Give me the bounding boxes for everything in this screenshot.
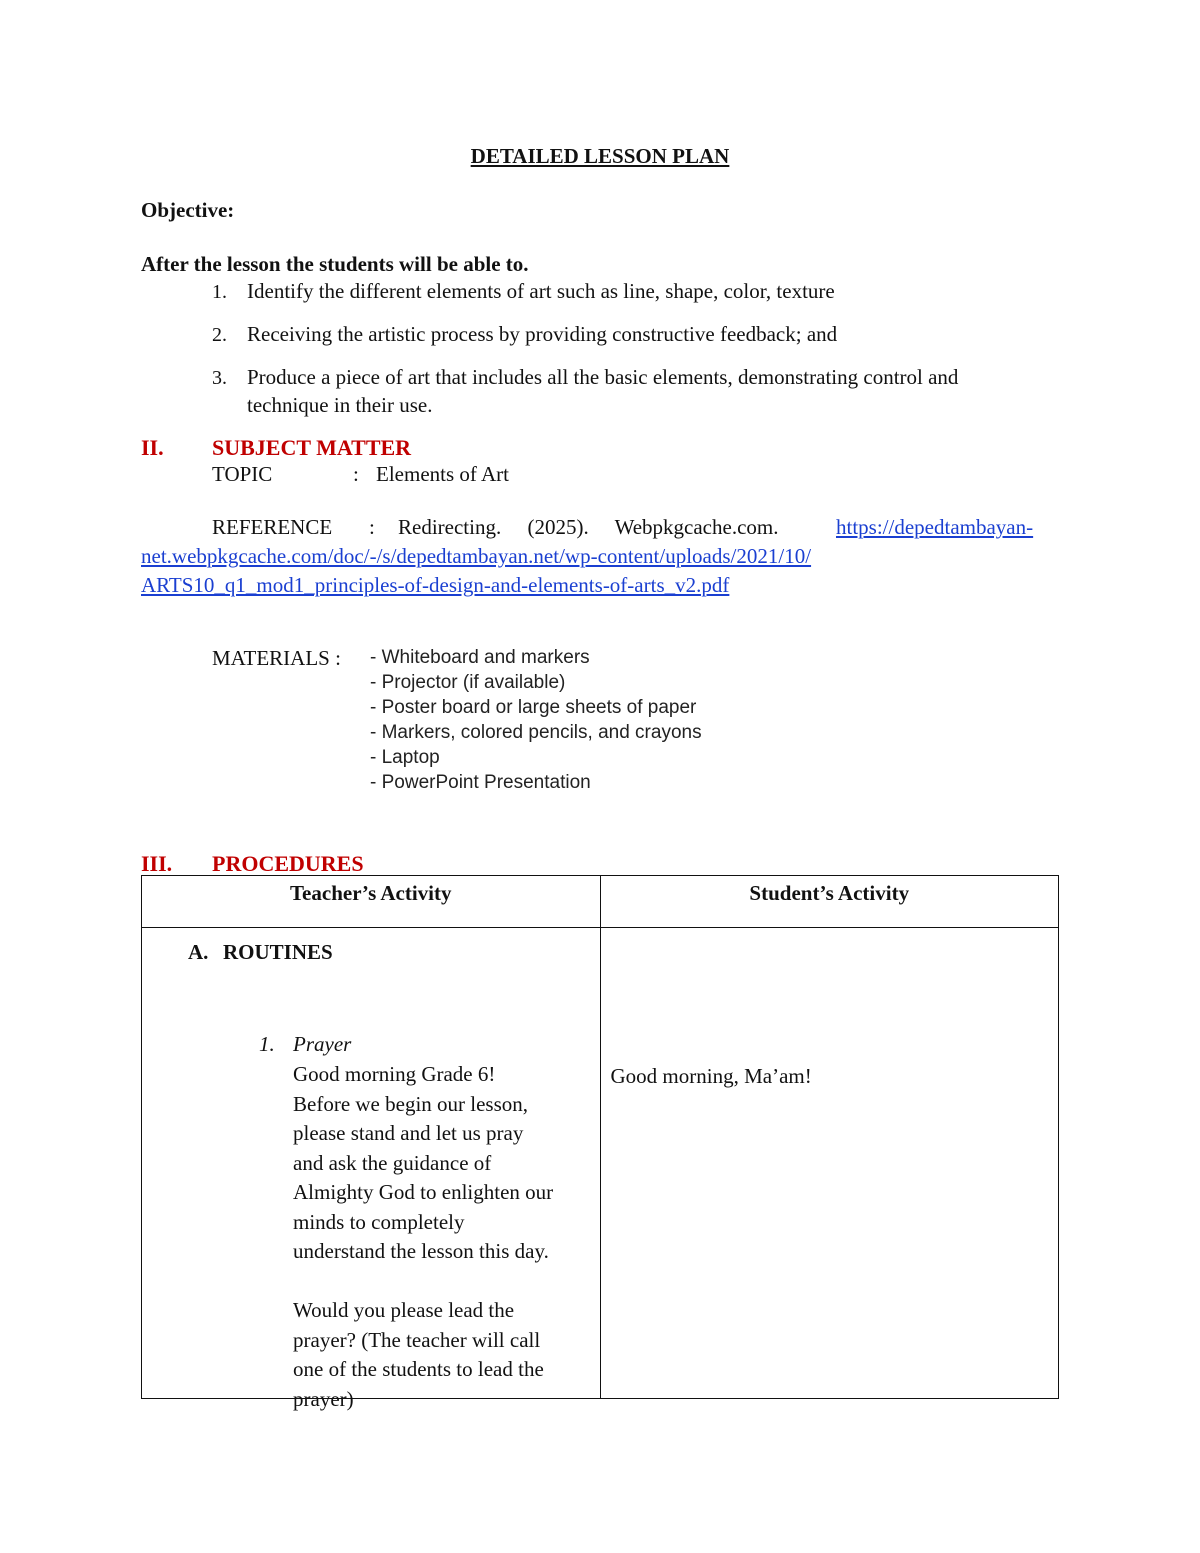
lead-prayer-line: Would you please lead the: [293, 1298, 515, 1322]
objective-item-continued: technique in their use.: [247, 393, 433, 417]
procedures-heading: PROCEDURES: [212, 851, 364, 876]
lead-prayer-line: prayer? (The teacher will call: [293, 1327, 541, 1352]
column-header-student: Student’s Activity: [600, 876, 1059, 928]
reference-link[interactable]: ARTS10_q1_mod1_principles-of-design-and-elements-of-arts_v2.pdf: [141, 573, 730, 597]
prayer-line: Good morning Grade 6!: [293, 1062, 496, 1086]
reference-link[interactable]: https://depedtambayan-: [836, 515, 1034, 539]
prayer-line: understand the lesson this day.: [293, 1239, 549, 1263]
objective-label: Objective:: [141, 198, 235, 222]
materials-label: MATERIALS :: [212, 646, 341, 670]
column-header-teacher: Teacher’s Activity: [142, 876, 601, 928]
routines-label: ROUTINES: [223, 940, 333, 964]
prayer-line: Before we begin our lesson,: [293, 1091, 529, 1116]
material-item: - Projector (if available): [370, 672, 566, 693]
prayer-line: Almighty God to enlighten our: [293, 1180, 554, 1204]
objective-item: Identify the different elements of art such as line, shape, color, texture: [247, 279, 835, 303]
lead-prayer-line: one of the students to lead the: [293, 1357, 544, 1381]
material-item: - Markers, colored pencils, and crayons: [370, 722, 702, 743]
material-item: - Whiteboard and markers: [370, 647, 590, 668]
objective-number: 2.: [212, 324, 227, 346]
subject-matter-numeral: II.: [141, 435, 164, 460]
topic-colon: :: [353, 462, 359, 486]
lead-prayer-line: prayer): [293, 1386, 354, 1411]
objective-intro: After the lesson the students will be able to.: [141, 252, 529, 276]
teacher-activity-cell: [142, 928, 601, 1411]
prayer-block: [293, 1060, 593, 1414]
student-activity-cell: [600, 928, 1059, 1399]
routines-letter: A.: [188, 940, 209, 964]
prayer-title: Prayer: [293, 1032, 352, 1056]
procedures-table: [141, 875, 1059, 1411]
student-response: Good morning, Ma’am!: [610, 1064, 812, 1088]
procedures-numeral: III.: [141, 851, 173, 876]
prayer-line: minds to completely: [293, 1209, 465, 1234]
objective-item: Produce a piece of art that includes all the basic elements, demonstrating control and: [247, 365, 959, 389]
prayer-line: please stand and let us pray: [293, 1121, 524, 1145]
prayer-number: 1.: [259, 1032, 275, 1056]
subject-matter-heading: SUBJECT MATTER: [212, 435, 412, 460]
material-item: - PowerPoint Presentation: [370, 772, 591, 793]
reference-label: REFERENCE: [212, 515, 333, 539]
prayer-line: and ask the guidance of: [293, 1150, 492, 1175]
page-title: DETAILED LESSON PLAN: [470, 144, 730, 168]
objective-number: 3.: [212, 367, 227, 389]
reference-colon: :: [369, 515, 375, 539]
objective-number: 1.: [212, 281, 227, 303]
reference-link[interactable]: net.webpkgcache.com/doc/-/s/depedtambayan.net/wp-content/uploads/2021/10/: [141, 544, 812, 568]
material-item: - Poster board or large sheets of paper: [370, 697, 697, 718]
topic-value: Elements of Art: [376, 462, 509, 486]
topic-label: TOPIC: [212, 462, 273, 486]
objective-item: Receiving the artistic process by providing constructive feedback; and: [247, 322, 838, 346]
reference-text: Redirecting. (2025). Webpkgcache.com.: [398, 515, 779, 539]
material-item: - Laptop: [370, 747, 440, 768]
